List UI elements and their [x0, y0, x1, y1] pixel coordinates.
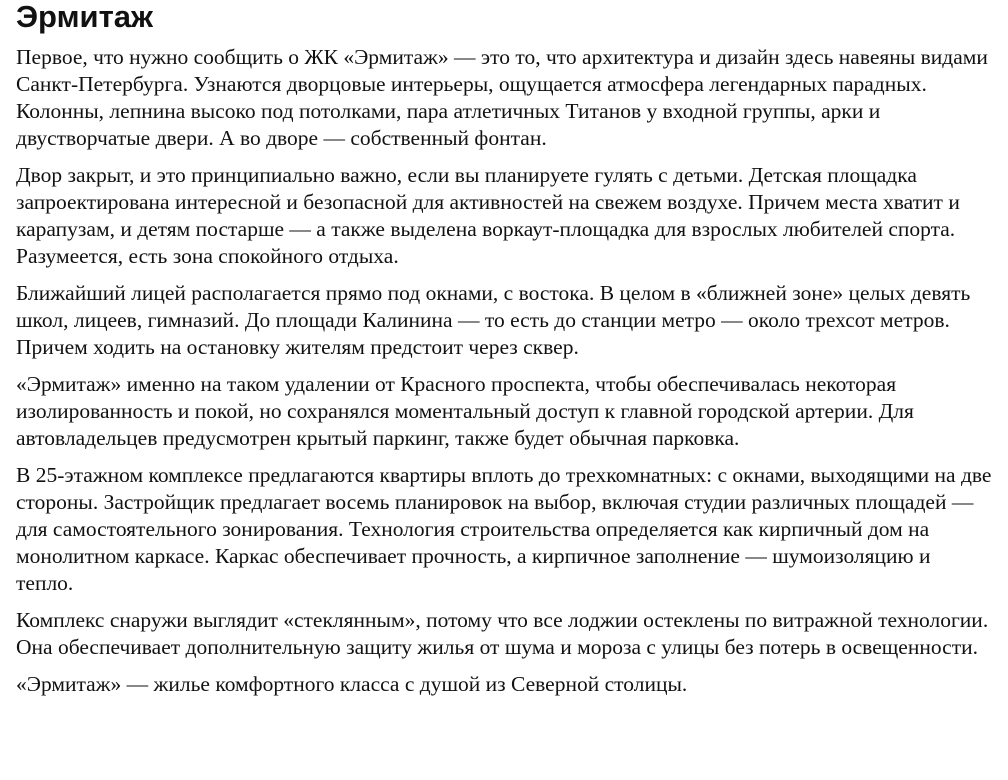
paragraph-summary: «Эрмитаж» — жилье комфортного класса с душой из Северной столицы. [16, 672, 688, 696]
article-title: Эрмитаж [16, 0, 153, 34]
paragraph-apartments: В 25-этажном комплексе предлагаются квартиры вплоть до трехкомнатных: с окнами, выходящими на две стороны. Застройщик предлагает восемь планировок на выбор, включая студии различных площадей — для самостоятельного зонирования. Технология строительства определяется как кирпичный дом на монолитном каркасе. Каркас обеспечивает прочность, а кирпичное заполнение — шумоизоляцию и тепло. [16, 463, 992, 595]
paragraph-glazing: Комплекс снаружи выглядит «стеклянным», потому что все лоджии остеклены по витражной технологии. Она обеспечивает дополнительную защиту жилья от шума и мороза с улицы без потерь в освещенности. [16, 608, 989, 659]
paragraph-schools: Ближайший лицей располагается прямо под окнами, с востока. В целом в «ближней зоне» целых девять школ, лицеев, гимназий. До площади Калинина — то есть до станции метро — около трехсот метров. Причем ходить на остановку жителям предстоит через сквер. [16, 281, 971, 359]
paragraph-architecture: Первое, что нужно сообщить о ЖК «Эрмитаж» — это то, что архитектура и дизайн здесь навеяны видами Санкт-Петербурга. Узнаются дворцовые интерьеры, ощущается атмосфера легендарных парадных. Колонны, лепнина высоко под потолками, пара атлетичных Титанов у входной группы, арки и двустворчатые двери. А во дворе — собственный фонтан. [16, 45, 988, 150]
paragraph-courtyard: Двор закрыт, и это принципиально важно, если вы планируете гулять с детьми. Детская площадка запроектирована интересной и безопасной для активностей на свежем воздухе. Причем места хватит и карапузам, и детям постарше — а также выделена воркаут-площадка для взрослых любителей спорта. Разумеется, есть зона спокойного отдыха. [16, 163, 960, 268]
paragraph-location: «Эрмитаж» именно на таком удалении от Красного проспекта, чтобы обеспечивалась некоторая изолированность и покой, но сохранялся моментальный доступ к главной городской артерии. Для автовладельцев предусмотрен крытый паркинг, также будет обычная парковка. [16, 372, 914, 450]
